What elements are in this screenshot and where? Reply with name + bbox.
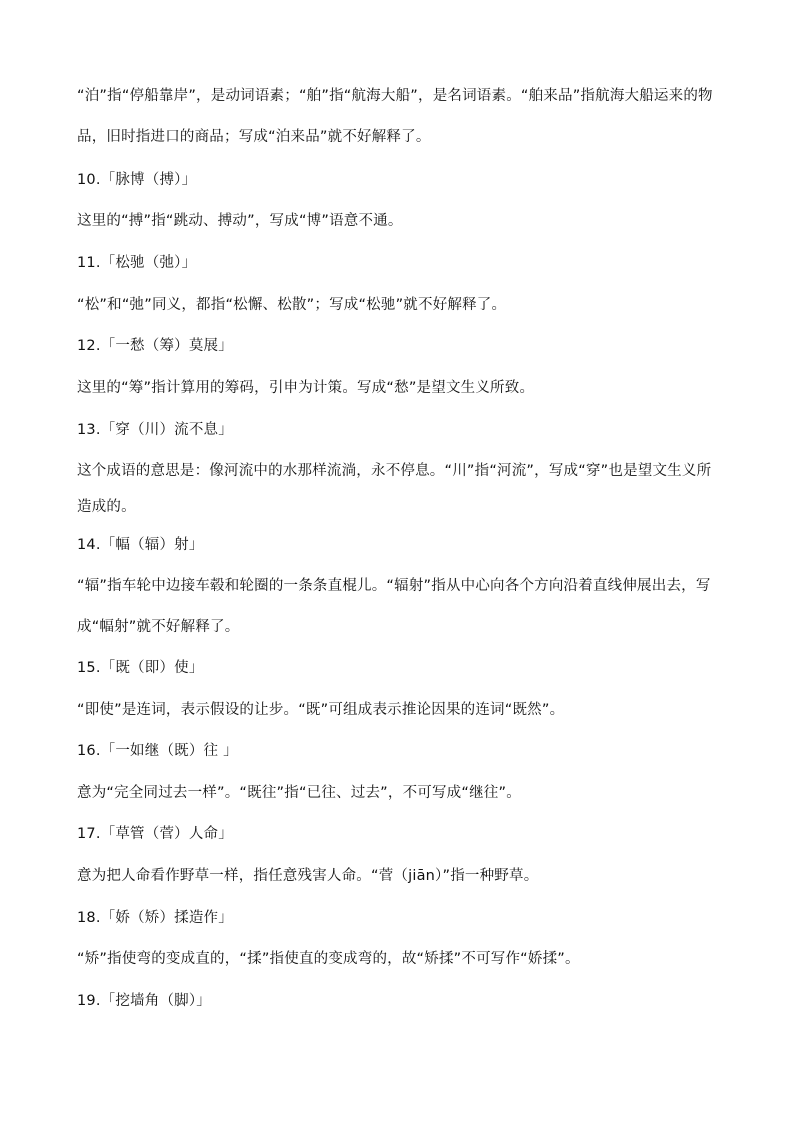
entry-explanation: 这个成语的意思是：像河流中的水那样流淌，永不停息。“川”指“河流”，写成“穿”也是望文生义所 <box>77 463 712 479</box>
entry-explanation: “即使”是连词，表示假设的让步。“既”可组成表示推论因果的连词“既然”。 <box>77 702 565 718</box>
entry-explanation: “松”和“弛”同义，都指“松懈、松散”；写成“松驰”就不好解释了。 <box>77 297 507 313</box>
entry-explanation: 意为“完全同过去一样”。“既往”指“已往、过去”，不可写成“继往”。 <box>77 785 521 801</box>
entry-heading: 14.「幅（辐）射」 <box>77 537 204 553</box>
entry-heading: 18.「娇（矫）揉造作」 <box>77 910 233 926</box>
entry-explanation: 这里的“搏”指“跳动、搏动”，写成“博”语意不通。 <box>77 213 403 229</box>
entry-heading: 11.「松驰（弛）」 <box>77 255 197 271</box>
entry-explanation: 意为把人命看作野草一样，指任意残害人命。“菅（jiān）”指一种野草。 <box>77 868 539 884</box>
entry-explanation: “矫”指使弯的变成直的，“揉”指使直的变成弯的，故“矫揉”不可写作“娇揉”。 <box>77 951 580 967</box>
entry-heading: 19.「挖墙角（脚）」 <box>77 993 212 1009</box>
entry-heading: 15.「既（即）使」 <box>77 660 204 676</box>
entry-heading: 12.「一愁（筹）莫展」 <box>77 338 233 354</box>
entry-heading: 16.「一如继（既）往 」 <box>77 743 238 759</box>
entry-heading: 17.「草管（菅）人命」 <box>77 826 233 842</box>
paragraph-line: “泊”指“停船靠岸”，是动词语素；“舶”指“航海大船”，是名词语素。“舶来品”指航海大船运来的物 <box>77 88 713 104</box>
entry-explanation: 这里的“筹”指计算用的筹码，引申为计策。写成“愁”是望文生义所致。 <box>77 380 535 396</box>
entry-explanation: 造成的。 <box>77 499 136 515</box>
paragraph-line: 品，旧时指进口的商品；写成“泊来品”就不好解释了。 <box>77 129 431 145</box>
entry-explanation: 成“幅射”就不好解释了。 <box>77 619 240 635</box>
entry-heading: 13.「穿（川）流不息」 <box>77 422 233 438</box>
entry-heading: 10.「脉博（搏）」 <box>77 172 197 188</box>
entry-explanation: “辐”指车轮中边接车毂和轮圈的一条条直棍儿。“辐射”指从中心向各个方向沿着直线伸展出去，写 <box>77 578 711 594</box>
